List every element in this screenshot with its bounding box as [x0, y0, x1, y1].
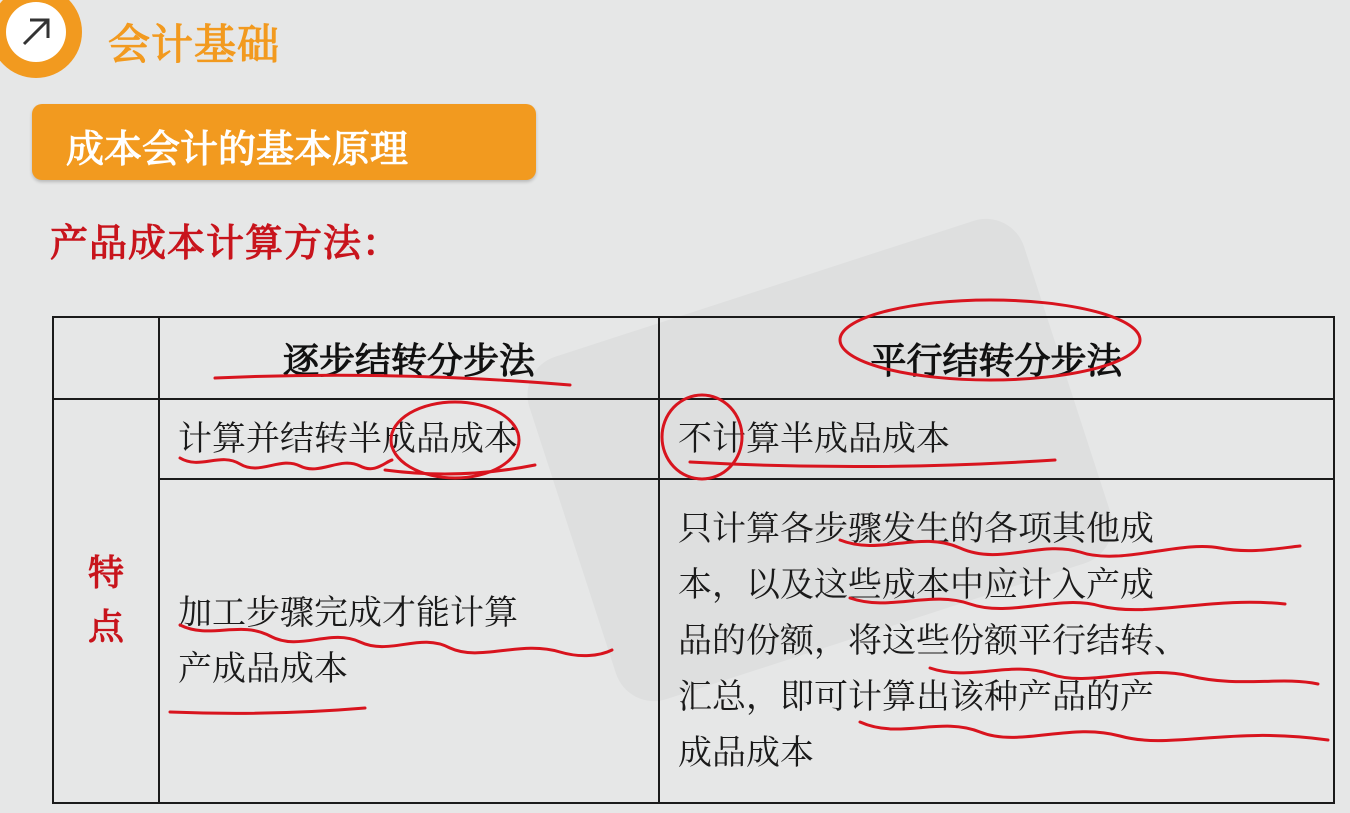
- arrow-up-right-icon: [16, 12, 56, 52]
- table-header-empty: [53, 317, 159, 399]
- section-badge-label: 成本会计的基本原理: [66, 127, 409, 171]
- logo: [0, 0, 82, 78]
- cell-parallel-1: 不计算半成品成本: [659, 399, 1334, 479]
- table-header-stepwise: 逐步结转分步法: [159, 317, 659, 399]
- table-header-row: [53, 317, 1334, 399]
- section-badge: [32, 104, 536, 180]
- table-header-parallel: 平行结转分步法: [659, 317, 1334, 399]
- app-title: 会计基础: [108, 20, 281, 69]
- row-label-features: 特 点: [53, 399, 159, 803]
- cell-stepwise-2: 加工步骤完成才能计算 产成品成本: [159, 479, 659, 803]
- comparison-table: [52, 316, 1335, 804]
- table-row: [53, 399, 1334, 479]
- table-row: [53, 479, 1334, 803]
- page-subtitle: 产品成本计算方法：: [50, 221, 402, 265]
- cell-stepwise-1: 计算并结转半成品成本: [159, 399, 659, 479]
- cell-parallel-2: 只计算各步骤发生的各项其他成 本，以及这些成本中应计入产成 品的份额，将这些份额平行结转、 汇总，即可计算出该种产品的产 成品成本: [659, 479, 1334, 803]
